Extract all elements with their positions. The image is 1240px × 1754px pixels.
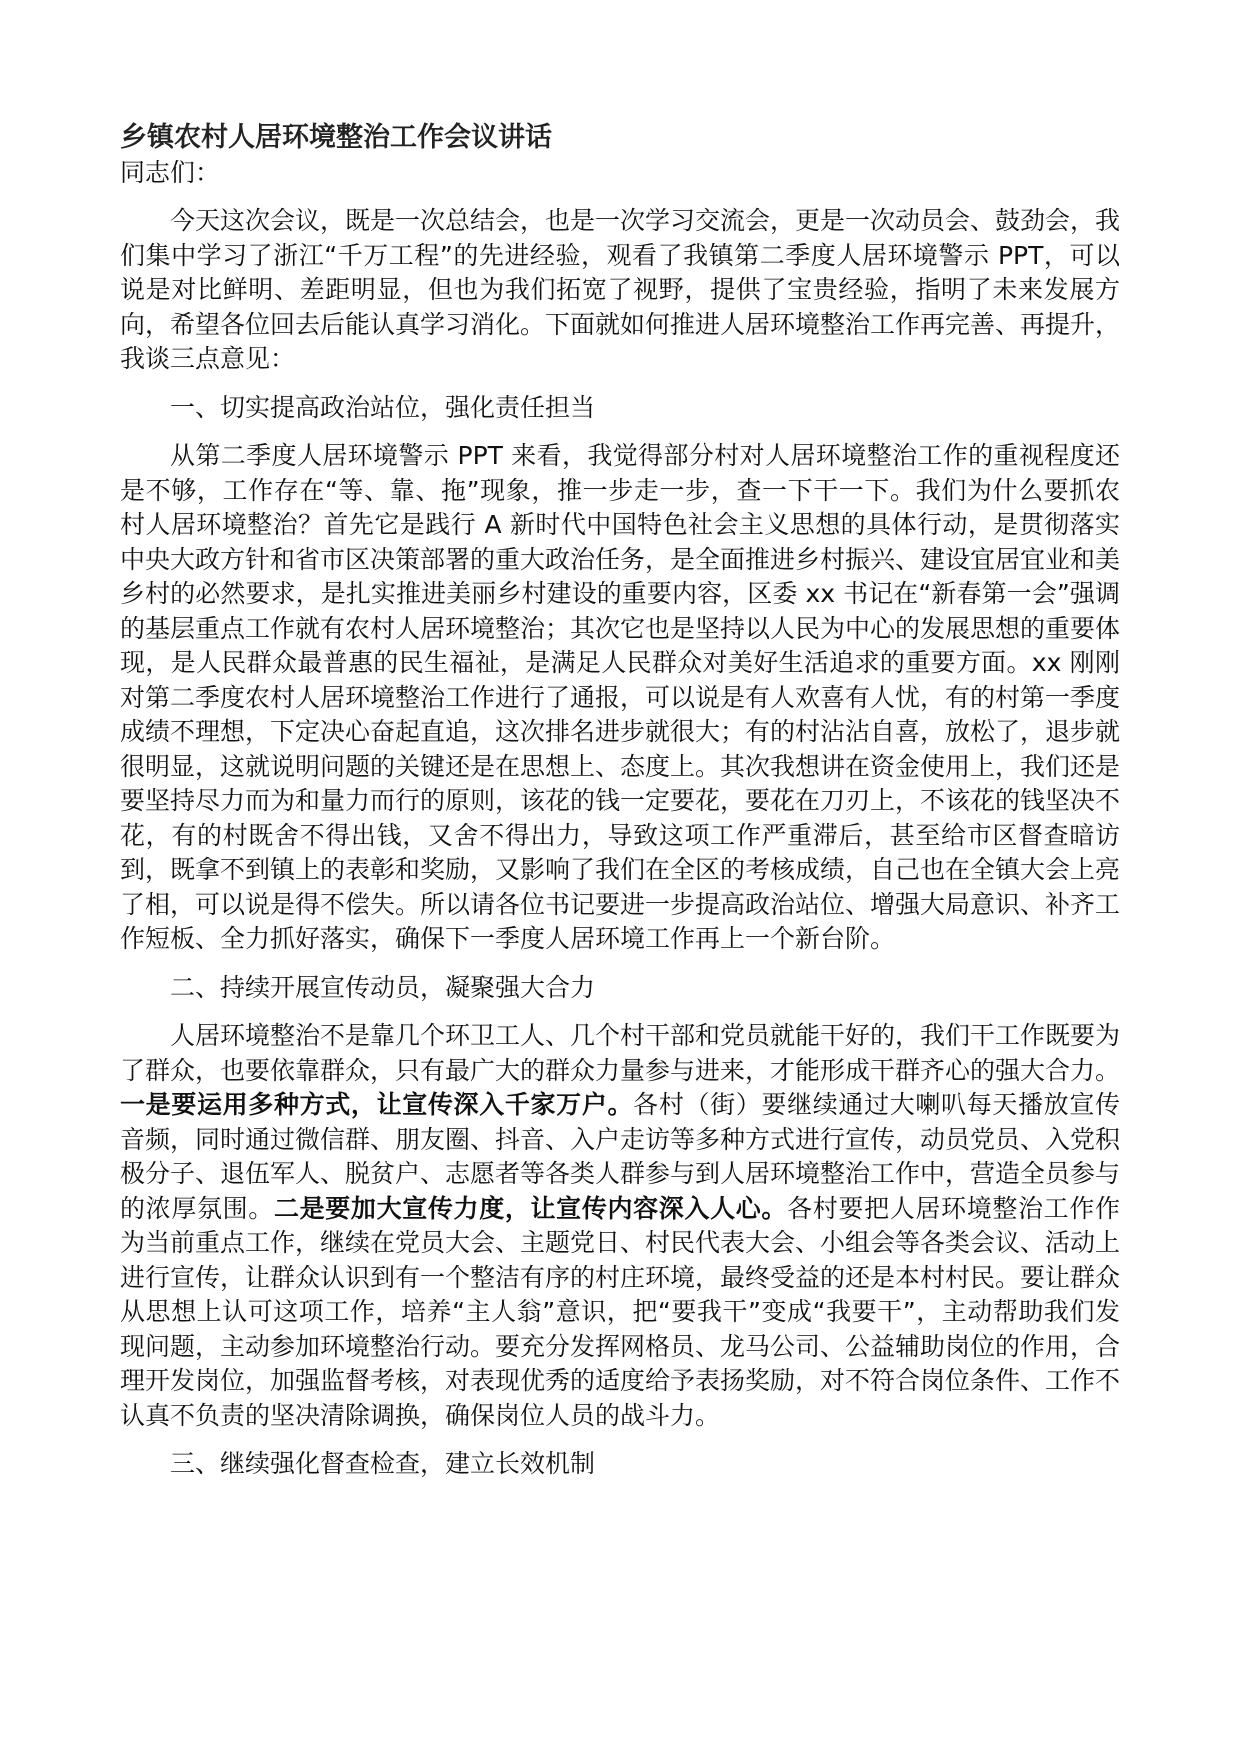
section-2-key-point-2: 二是要加大宣传力度，让宣传内容深入人心。: [273, 1193, 788, 1223]
section-2-text-3: 各村要把人居环境整治工作作为当前重点工作，继续在党员大会、主题党日、村民代表大会、小组会等各类会议、活动上进行宣传，让群众认识到有一个整洁有序的村庄环境，最终受益的还是本村村民。要让群众从思想上认可这项工作，培养“主人翁”意识，把“要我干”变成“我要干”，主动帮助我们发现问题，主动参加环境整治行动。要充分发挥网格员、龙马公司、公益辅助岗位的作用，合理开发岗位，加强监督考核，对表现优秀的适度给予表扬奖励，对不符合岗位条件、工作不认真不负责的坚决清除调换，确保岗位人员的战斗力。: [120, 1193, 1121, 1430]
section-2-text-1: 人居环境整治不是靠几个环卫工人、几个村干部和党员就能干好的，我们干工作既要为了群众，也要依靠群众，只有最广大的群众力量参与进来，才能形成干群齐心的强大合力。: [120, 1021, 1121, 1085]
section-2-text-2: 各村（街）要继续通过大喇叭每天播放宣传音频，同时通过微信群、朋友圈、抖音、入户走访等多种方式进行宣传，动员党员、入党积极分子、退伍军人、脱贫户、志愿者等各类人群参与到人居环境整治工作中，营造全员参与的浓厚氛围。: [120, 1090, 1121, 1223]
intro-paragraph: 今天这次会议，既是一次总结会，也是一次学习交流会，更是一次动员会、鼓劲会，我们集中学习了浙江“千万工程”的先进经验，观看了我镇第二季度人居环境警示 PPT，可以说是对比鲜明、差距明显，但也为我们拓宽了视野，提供了宝贵经验，指明了未来发展方向，希望各位回去后能认真学习消化。下面就如何推进人居环境整治工作再完善、再提升，我谈三点意见：: [120, 206, 1121, 373]
document-page: [120, 120, 1120, 1496]
section-2-paragraph: [120, 1019, 1120, 1433]
section-1-heading: 一、切实提高政治站位，强化责任担当: [170, 392, 596, 422]
section-1-paragraph: 从第二季度人居环境警示 PPT 来看，我觉得部分村对人居环境整治工作的重视程度还是不够，工作存在“等、靠、拖”现象，推一步走一步，查一下干一下。我们为什么要抓农村人居环境整治？首先它是践行 A 新时代中国特色社会主义思想的具体行动，是贯彻落实中央大政方针和省市区决策部署的重大政治任务，是全面推进乡村振兴、建设宜居宜业和美乡村的必然要求，是扎实推进美丽乡村建设的重要内容，区委 xx 书记在“新春第一会”强调的基层重点工作就有农村人居环境整治；其次它也是坚持以人民为中心的发展思想的重要体现，是人民群众最普惠的民生福祉，是满足人民群众对美好生活追求的重要方面。xx 刚刚对第二季度农村人居环境整治工作进行了通报，可以说是有人欢喜有人忧，有的村第一季度成绩不理想，下定决心奋起直追，这次排名进步就很大；有的村沾沾自喜，放松了，退步就很明显，这就说明问题的关键还是在思想上、态度上。其次我想讲在资金使用上，我们还是要坚持尽力而为和量力而行的原则，该花的钱一定要花，要花在刀刃上，不该花的钱坚决不花，有的村既舍不得出钱，又舍不得出力，导致这项工作严重滞后，甚至给市区督查暗访到，既拿不到镇上的表彰和奖励，又影响了我们在全区的考核成绩，自己也在全镇大会上亮了相，可以说是得不偿失。所以请各位书记要进一步提高政治站位、增强大局意识、补齐工作短板、全力抓好落实，确保下一季度人居环境工作再上一个新台阶。: [120, 441, 1121, 953]
section-2-heading: 二、持续开展宣传动员，凝聚强大合力: [170, 972, 596, 1002]
section-2-key-point-1: 一是要运用多种方式，让宣传深入千家万户。: [120, 1090, 634, 1119]
document-title: 乡镇农村人居环境整治工作会议讲话: [120, 122, 552, 153]
section-3-heading: 三、继续强化督查检查，建立长效机制: [170, 1449, 596, 1478]
salutation: 同志们：: [120, 158, 221, 187]
